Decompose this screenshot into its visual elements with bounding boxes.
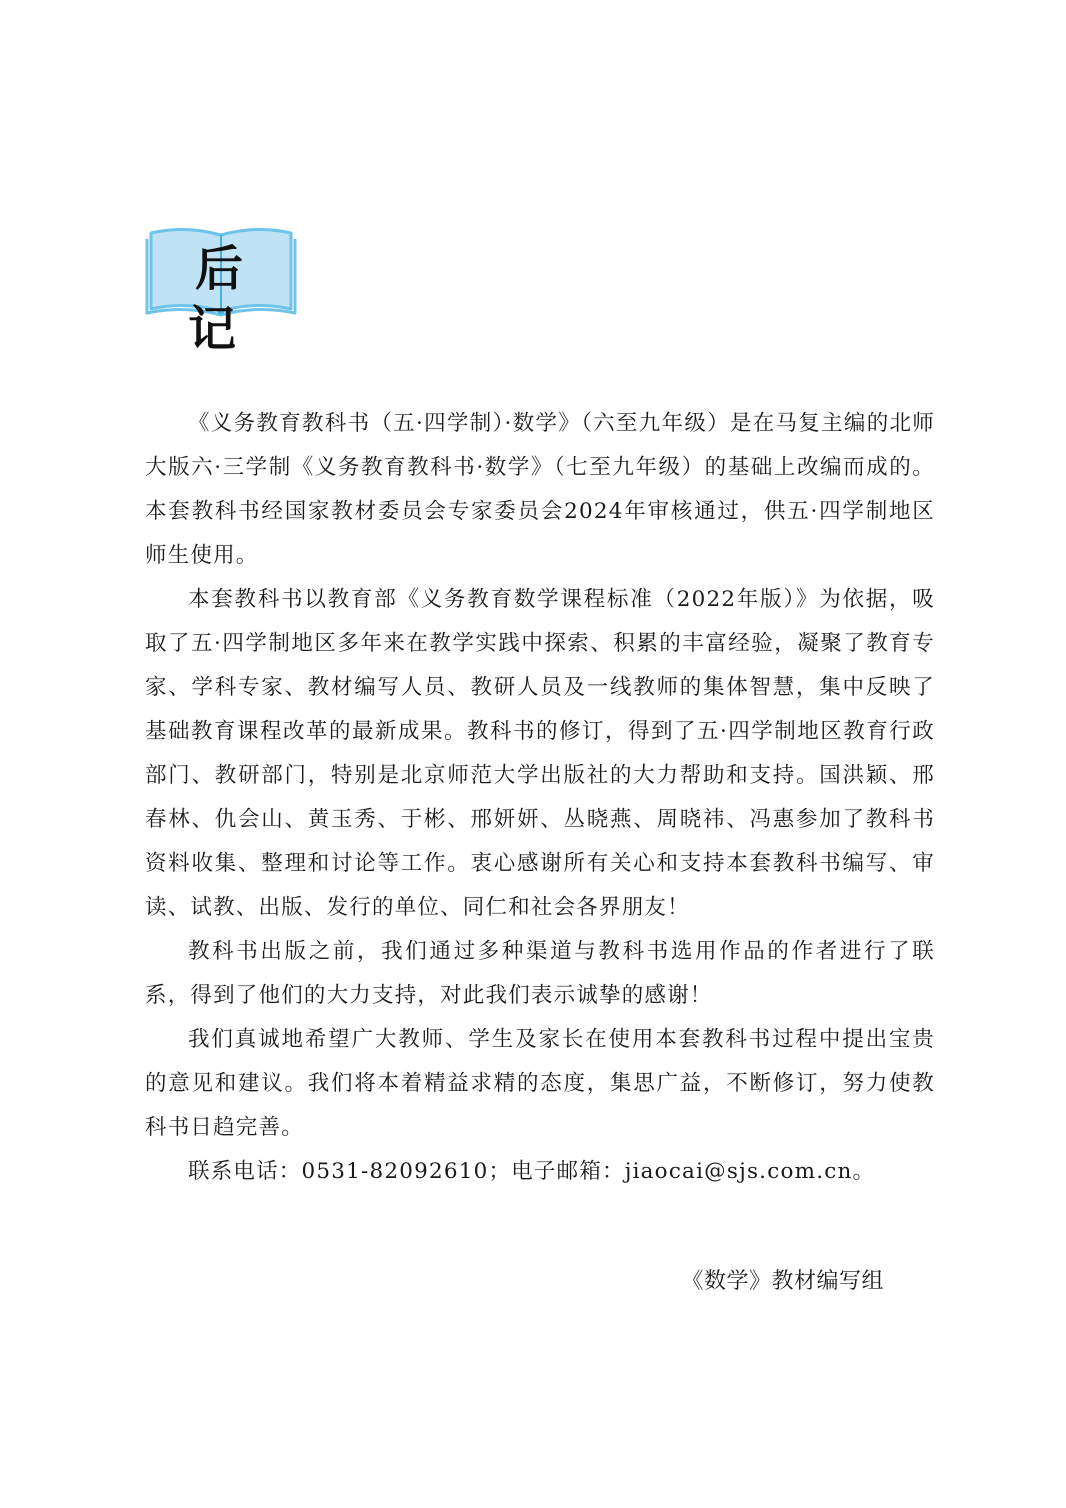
paragraph-contact: 联系电话：0531-82092610；电子邮箱：jiaocai@sjs.com.cn。 [188, 1159, 876, 1184]
section-heading [145, 225, 297, 357]
paragraph-feedback: 我们真诚地希望广大教师、学生及家长在使用本套教科书过程中提出宝贵的意见和建议。我们将本着精益求精的态度，集思广益，不断修订，努力使教科书日趋完善。 [145, 1027, 935, 1140]
page-title: 后 记 [187, 241, 261, 357]
paragraph-intro: 《义务教育教科书（五·四学制）·数学》（六至九年级）是在马复主编的北师大版六·三学制《义务教育教科书·数学》（七至九年级）的基础上改编而成的。本套教科书经国家教材委员会专家委员会2024年审核通过，供五·四学制地区师生使用。 [145, 411, 935, 568]
paragraph-acknowledgements: 本套教科书以教育部《义务教育数学课程标准（2022年版）》为依据，吸取了五·四学制地区多年来在教学实践中探索、积累的丰富经验，凝聚了教育专家、学科专家、教材编写人员、教研人员及一线教师的集体智慧，集中反映了基础教育课程改革的最新成果。教科书的修订，得到了五·四学制地区教育行政部门、教研部门，特别是北京师范大学出版社的大力帮助和支持。国洪颖、邢春林、仇会山、黄玉秀、于彬、邢妍妍、丛晓燕、周晓祎、冯惠参加了教科书资料收集、整理和讨论等工作。衷心感谢所有关心和支持本套教科书编写、审读、试教、出版、发行的单位、同仁和社会各界朋友！ [145, 587, 935, 920]
signature: 《数学》教材编写组 [681, 1269, 884, 1294]
body-text [145, 402, 935, 1194]
paragraph-authors-thanks: 教科书出版之前，我们通过多种渠道与教科书选用作品的作者进行了联系，得到了他们的大力支持，对此我们表示诚挚的感谢！ [145, 939, 935, 1008]
